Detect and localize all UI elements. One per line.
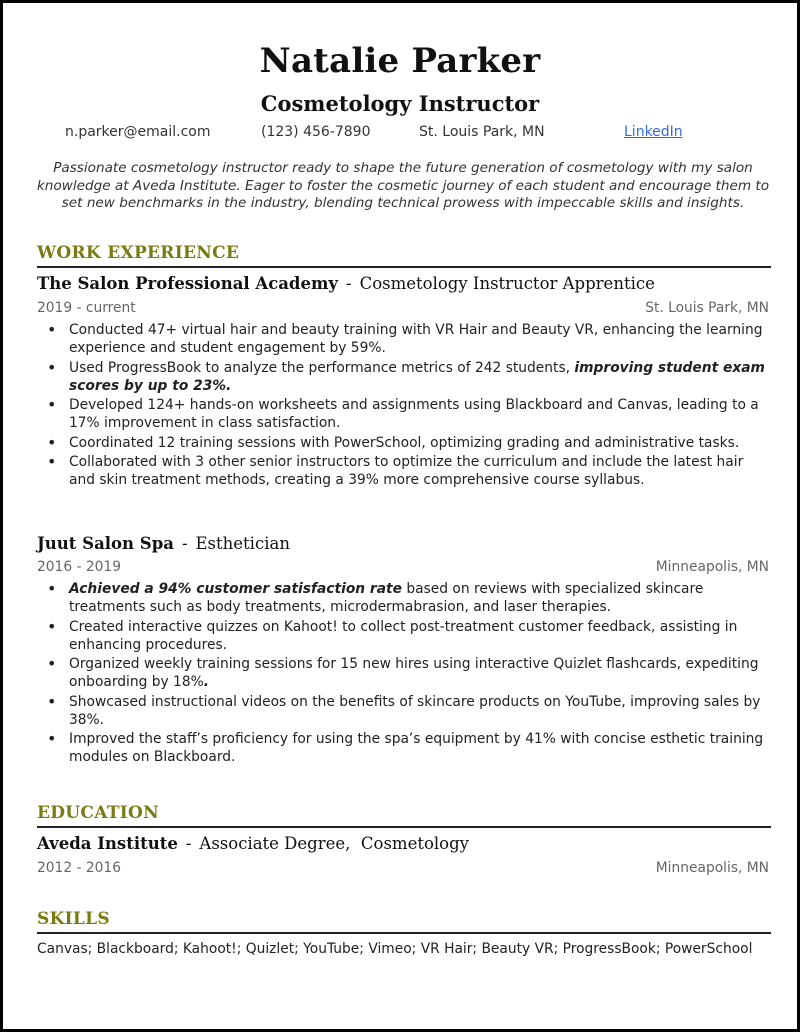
job-dates: 2019 - current: [37, 300, 136, 316]
skills-list: Canvas; Blackboard; Kahoot!; Quizlet; YouTube; Vimeo; VR Hair; Beauty VR; ProgressBook; PowerSchool: [37, 941, 753, 957]
contact-location: St. Louis Park, MN: [419, 124, 545, 140]
job-role: Cosmetology Instructor Apprentice: [359, 274, 655, 293]
separator: -: [181, 534, 188, 553]
professional-summary: Passionate cosmetology instructor ready to shape the future generation of cosmetology with my salon knowledge at Aveda Institute. Eager to foster the cosmetic journey of each student and encourage them to set new benchmarks in the industry, blending technical prowess with impeccable skills and insights.: [36, 160, 770, 211]
list-item: • Developed 124+ hands-on worksheets and assignments using Blackboard and Canvas, leading to a 17% improvement in class satisfaction.: [37, 396, 767, 432]
list-item: • Conducted 47+ virtual hair and beauty training with VR Hair and Beauty VR, enhancing the learning experience and student engagement by 59%.: [37, 321, 767, 357]
job-title-line: [37, 274, 655, 293]
separator: -: [185, 834, 192, 853]
list-item: • Collaborated with 3 other senior instructors to optimize the curriculum and include the latest hair and skin treatment methods, creating a 39% more comprehensive course syllabus.: [37, 453, 767, 489]
linkedin-link[interactable]: LinkedIn: [624, 124, 683, 140]
school-name: Aveda Institute: [37, 834, 178, 853]
contact-email[interactable]: n.parker@email.com: [65, 124, 211, 140]
job-meta: [37, 559, 769, 575]
job-dates: 2016 - 2019: [37, 559, 121, 575]
contact-phone: (123) 456-7890: [261, 124, 371, 140]
list-item: • Used ProgressBook to analyze the performance metrics of 242 students, improving student exam scores by up to 23%.: [37, 359, 767, 395]
list-item: • Showcased instructional videos on the benefits of skincare products on YouTube, improving sales by 38%.: [37, 693, 767, 729]
section-heading-skills: SKILLS: [37, 909, 110, 929]
section-divider: [37, 932, 771, 934]
list-item: • Achieved a 94% customer satisfaction rate based on reviews with specialized skincare treatments such as body treatments, microdermabrasion, and laser therapies.: [37, 580, 767, 616]
job-bullet-list: [37, 580, 767, 768]
candidate-title: Cosmetology Instructor: [260, 91, 540, 116]
candidate-name: Natalie Parker: [259, 41, 541, 81]
job-location: Minneapolis, MN: [655, 559, 769, 575]
job-title-line: [37, 534, 290, 553]
degree: Associate Degree, Cosmetology: [199, 834, 469, 853]
list-item: • Improved the staff’s proficiency for using the spa’s equipment by 41% with concise esthetic training modules on Blackboard.: [37, 730, 767, 766]
separator: -: [346, 274, 352, 293]
section-divider: [37, 826, 771, 828]
list-item: • Coordinated 12 training sessions with PowerSchool, optimizing grading and administrative tasks.: [37, 434, 767, 452]
list-item: • Organized weekly training sessions for 15 new hires using interactive Quizlet flashcards, expediting onboarding by 18%.: [37, 655, 767, 691]
company-name: The Salon Professional Academy: [37, 274, 339, 293]
education-meta: [37, 860, 769, 876]
section-heading-education: EDUCATION: [37, 803, 159, 823]
job-role: Esthetician: [195, 534, 290, 553]
job-meta: [37, 300, 769, 316]
education-title-line: [37, 834, 469, 853]
company-name: Juut Salon Spa: [37, 534, 174, 553]
section-heading-work-experience: WORK EXPERIENCE: [37, 243, 240, 263]
job-location: St. Louis Park, MN: [645, 300, 769, 316]
education-dates: 2012 - 2016: [37, 860, 121, 876]
list-item: • Created interactive quizzes on Kahoot! to collect post-treatment customer feedback, assisting in enhancing procedures.: [37, 618, 767, 654]
section-divider: [37, 266, 771, 268]
job-bullet-list: [37, 321, 767, 491]
education-location: Minneapolis, MN: [655, 860, 769, 876]
